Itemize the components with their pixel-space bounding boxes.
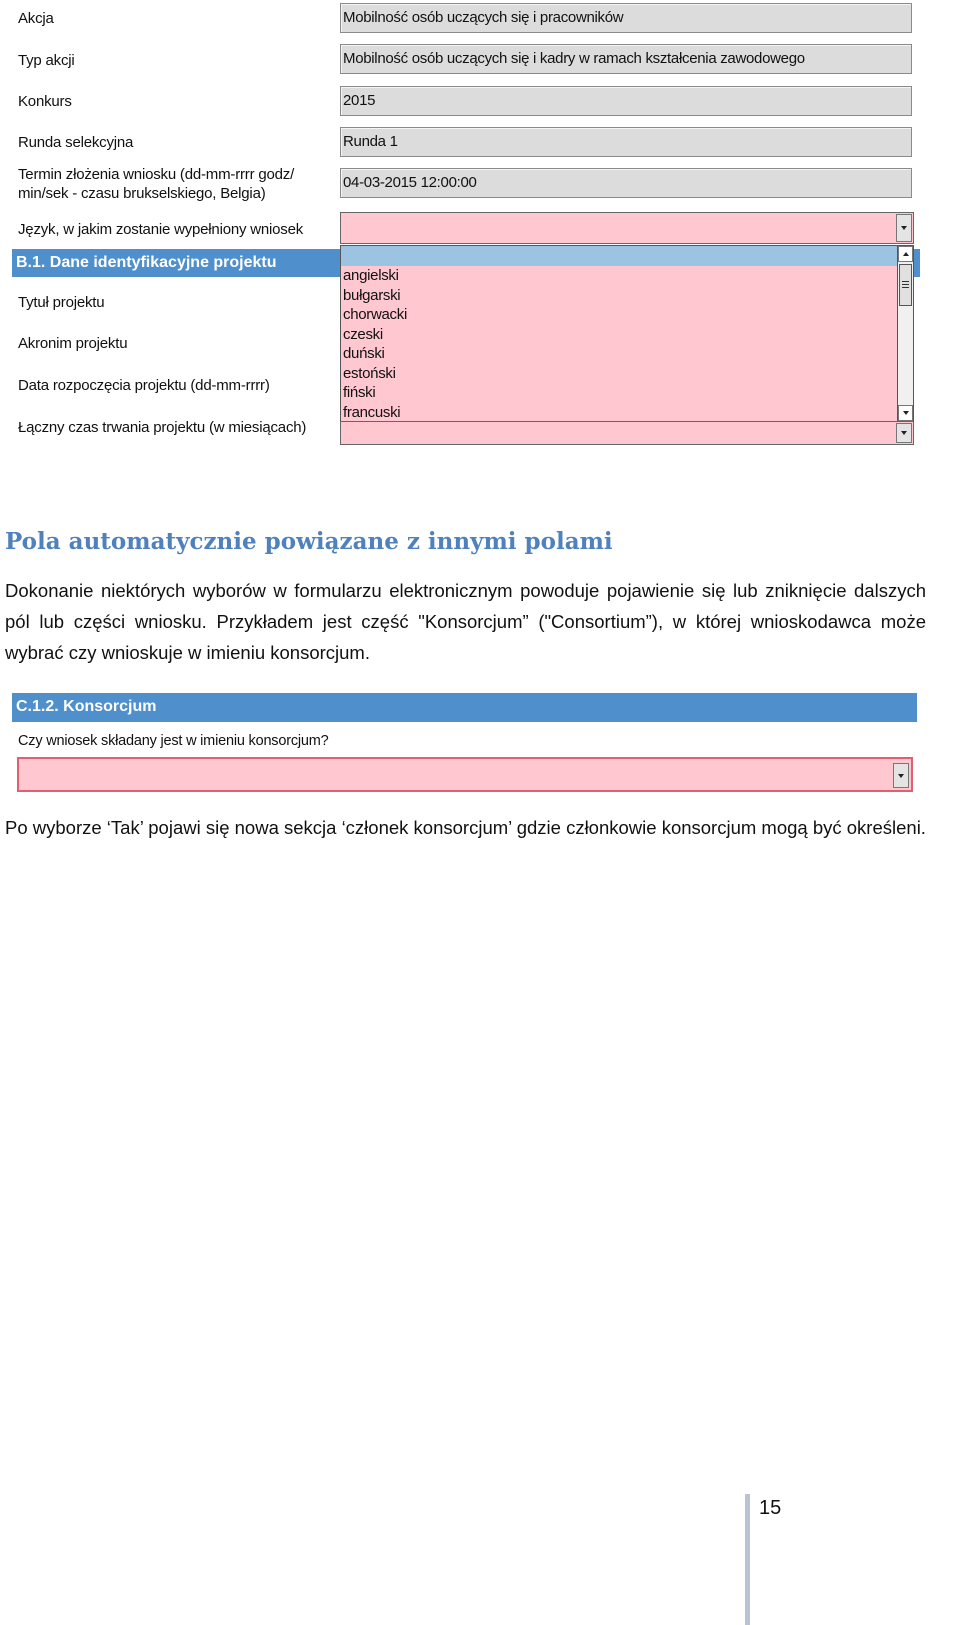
language-option[interactable]: bułgarski (343, 286, 401, 304)
field-akcja: Mobilność osób uczących się i pracowników (340, 3, 912, 33)
dropdown-arrow-icon[interactable] (896, 423, 912, 443)
language-select[interactable] (340, 212, 914, 244)
field-label-termin-line2: min/sek - czasu brukselskiego, Belgia) (18, 185, 266, 202)
language-option[interactable]: angielski (343, 267, 399, 284)
page-number-rule (745, 1494, 750, 1625)
language-option[interactable]: chorwacki (343, 306, 407, 323)
language-option[interactable]: francuski (343, 403, 401, 421)
scroll-down-icon[interactable] (898, 405, 913, 421)
field-label-czas: Łączny czas trwania projektu (w miesiącach) (18, 419, 307, 436)
language-option[interactable]: fiński (343, 384, 376, 401)
field-konkurs: 2015 (340, 86, 912, 116)
page-number: 15 (759, 1497, 782, 1519)
section-title-c12: C.1.2. Konsorcjum (16, 698, 157, 715)
field-label-konkurs: Konkurs (18, 93, 72, 110)
field-label-runda: Runda selekcyjna (18, 134, 134, 151)
language-option-empty-highlighted[interactable] (341, 246, 897, 266)
dropdown-arrow-icon[interactable] (893, 763, 909, 788)
section-title-b1: B.1. Dane identyfikacyjne projektu (16, 254, 277, 271)
section-bar-c12 (12, 693, 917, 722)
consortium-select[interactable] (17, 757, 913, 792)
duration-select[interactable] (340, 421, 914, 445)
field-label-akronim: Akronim projektu (18, 335, 128, 352)
field-termin: 04-03-2015 12:00:00 (340, 168, 912, 198)
field-typ-akcji: Mobilność osób uczących się i kadry w ramach kształcenia zawodowego (340, 44, 912, 74)
field-label-termin-line1: Termin złożenia wniosku (dd-mm-rrrr godz/ (18, 166, 295, 183)
field-label-tytul: Tytuł projektu (18, 294, 105, 311)
scroll-thumb[interactable] (899, 264, 912, 306)
language-option[interactable]: duński (343, 345, 385, 362)
language-dropdown-list[interactable] (340, 245, 898, 422)
section-heading: Pola automatycznie powiązane z innymi polami (5, 528, 613, 555)
language-option[interactable]: estoński (343, 364, 396, 382)
field-label-jezyk: Język, w jakim zostanie wypełniony wniosek (18, 221, 304, 238)
paragraph-2: Po wyborze ‘Tak’ pojawi się nowa sekcja ‘członek konsorcjum’ gdzie członkowie konsorcjum mogą być określeni. (5, 817, 926, 838)
field-label-data: Data rozpoczęcia projektu (dd-mm-rrrr) (18, 377, 270, 394)
scroll-up-icon[interactable] (898, 246, 913, 262)
field-label-typ-akcji: Typ akcji (18, 52, 75, 69)
dropdown-arrow-icon[interactable] (896, 214, 912, 242)
language-option[interactable]: czeski (343, 325, 383, 343)
consortium-question-label: Czy wniosek składany jest w imieniu konsorcjum? (18, 733, 329, 749)
paragraph-1: Dokonanie niektórych wyborów w formularzu elektronicznym powoduje pojawienie się lub zniknięcie dalszych pól lub części wniosku. Przykładem jest część "Konsorcjum” ("Consortium”), w której wnioskodawca może wybrać czy wnioskuje w imieniu konsorcjum. (5, 580, 926, 663)
field-runda: Runda 1 (340, 127, 912, 157)
field-label-akcja: Akcja (18, 10, 54, 27)
dropdown-scrollbar[interactable] (897, 245, 914, 422)
